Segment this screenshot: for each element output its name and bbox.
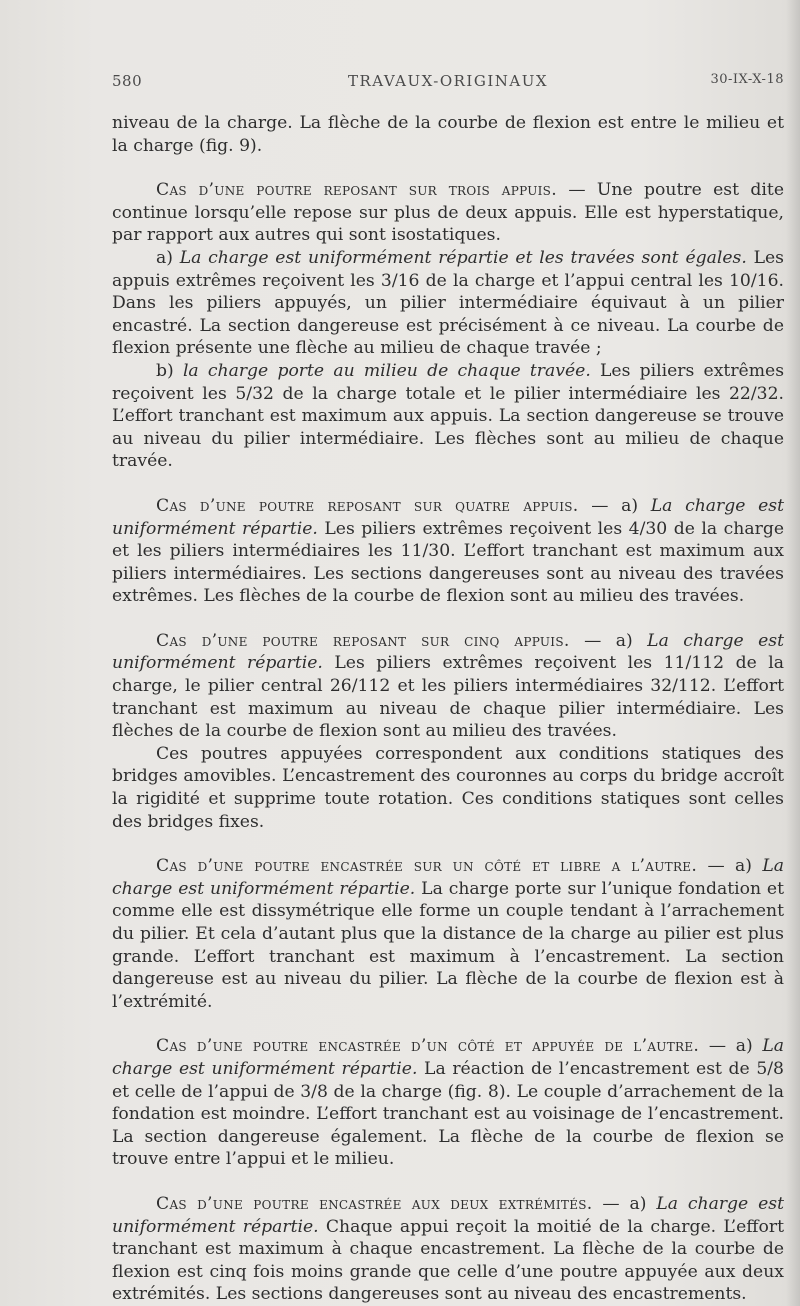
paragraph-text: niveau de la charge. La flèche de la courbe de flexion est entre le milieu et la charge (fig. 9). xyxy=(112,113,784,156)
paragraph-text: — a) xyxy=(569,630,648,651)
paragraph-text: Les piliers extrêmes reçoivent les 5/32 de la charge totale et le pilier intermédiaire les 22/32. L’effort tranchant est maximum aux appuis. La section dangereuse se trouve au niveau du pilier intermédiaire. Les flèches sont au milieu de chaque travée. xyxy=(112,360,785,472)
italic-text: La charge est uniformément répartie. xyxy=(112,1193,785,1237)
paragraph-text: Les piliers extrêmes reçoivent les 4/30 de la charge et les piliers intermédiaires les 11/30. L’effort tranchant est maximum aux piliers intermédiaires. Les sections dangereuses sont au niveau des travées extrêmes. Les flèches de la courbe de flexion sont au milieu des travées. xyxy=(112,518,784,607)
paragraph-text: Les appuis extrêmes reçoivent les 3/16 de la charge et l’appui central les 10/16. Dans les piliers appuyés, un pilier intermédiaire équivaut à un pilier encastré. La section dangereuse est précisément à ce niveau. La courbe de flexion présente une flèche au milieu de chaque travée ; xyxy=(112,247,785,359)
italic-text: La charge est uniformément répartie. xyxy=(112,630,785,674)
paragraph xyxy=(112,630,784,743)
italic-text: la charge porte au milieu de chaque travée. xyxy=(182,360,591,381)
section-heading: Cas d’une poutre encastrée aux deux extrémités. xyxy=(156,1193,593,1214)
paragraph-text: La charge porte sur l’unique fondation et comme elle est dissymétrique elle forme un couple tendant à l’arrachement du pilier. Et cela d’autant plus que la distance de la charge au pilier est plus grande. L’effort tranchant est maximum à l’encastrement. La section dangereuse est au niveau du pilier. La flèche de la courbe de flexion est à l’extrémité. xyxy=(112,878,784,1012)
paragraph-text: Chaque appui reçoit la moitié de la charge. L’effort tranchant est maximum à chaque encastrement. La flèche de la courbe de flexion est cinq fois moins grande que celle d’une poutre appuyée aux deux extrémités. Les sections dangereuses sont au niveau des encastrements. xyxy=(112,1216,784,1305)
paragraph-text: Ces poutres appuyées correspondent aux conditions statiques des bridges amovibles. L’encastrement des couronnes au corps du bridge accroît la rigidité et supprime toute rotation. Ces conditions statiques sont celles des bridges fixes. xyxy=(112,743,784,832)
section-heading: Cas d’une poutre reposant sur trois appuis. xyxy=(156,180,557,201)
paragraph-text: Les piliers extrêmes reçoivent les 11/112 de la charge, le pilier central 26/112 et les piliers intermédiaires 32/112. L’effort tranchant est maximum au niveau de chaque pilier intermédiaire. Les flèches de la courbe de flexion sont au milieu des travées. xyxy=(112,653,784,742)
paragraph-text: — Une poutre est dite continue lorsqu’elle repose sur plus de deux appuis. Elle est hyperstatique, par rapport aux autres qui sont isostatiques. xyxy=(112,180,784,246)
section-heading: Cas d’une poutre reposant sur cinq appuis. xyxy=(156,630,570,651)
paragraph xyxy=(112,179,784,247)
paragraph-text: La réaction de l’encastrement est de 5/8 et celle de l’appui de 3/8 de la charge (fig. 8). Le couple d’arrachement de la fondation est moindre. L’effort tranchant est au voisinage de l’encastrement. La section dangereuse également. La flèche de la courbe de flexion se trouve entre l’appui et le milieu. xyxy=(112,1058,784,1170)
paragraph-text: — a) xyxy=(699,1036,763,1057)
paragraph xyxy=(112,360,784,473)
italic-text: La charge est uniformément répartie. xyxy=(112,1036,785,1079)
paragraph xyxy=(112,743,784,833)
paragraph xyxy=(112,247,784,360)
page-number: 580 xyxy=(112,72,143,90)
paragraph-text: — a) xyxy=(592,1193,657,1214)
paragraph xyxy=(112,855,784,1013)
paragraph-text: — a) xyxy=(697,856,763,877)
paragraph xyxy=(112,495,784,608)
paragraph-text: — a) xyxy=(578,495,651,516)
italic-text: La charge est uniformément répartie. xyxy=(112,495,784,539)
running-title: TRAVAUX-ORIGINAUX xyxy=(347,72,549,90)
section-heading: Cas d’une poutre encastrée sur un côté et libre a l’autre. xyxy=(156,856,698,877)
paragraph-text: a) xyxy=(156,247,180,268)
article-body xyxy=(112,112,784,1306)
paragraph xyxy=(112,112,784,157)
italic-text: La charge est uniformément répartie. xyxy=(112,856,784,899)
paragraph xyxy=(112,1035,784,1171)
running-header xyxy=(112,72,784,94)
header-date: 30-IX-X-18 xyxy=(710,72,784,87)
italic-text: La charge est uniformément répartie et les travées sont égales. xyxy=(179,247,747,268)
paragraph-text: b) xyxy=(156,360,183,381)
paragraph xyxy=(112,1193,784,1306)
page-edge-shadow xyxy=(786,0,800,1306)
section-heading: Cas d’une poutre reposant sur quatre appuis. xyxy=(156,495,579,516)
section-heading: Cas d’une poutre encastrée d’un côté et appuyée de l’autre. xyxy=(156,1036,700,1057)
